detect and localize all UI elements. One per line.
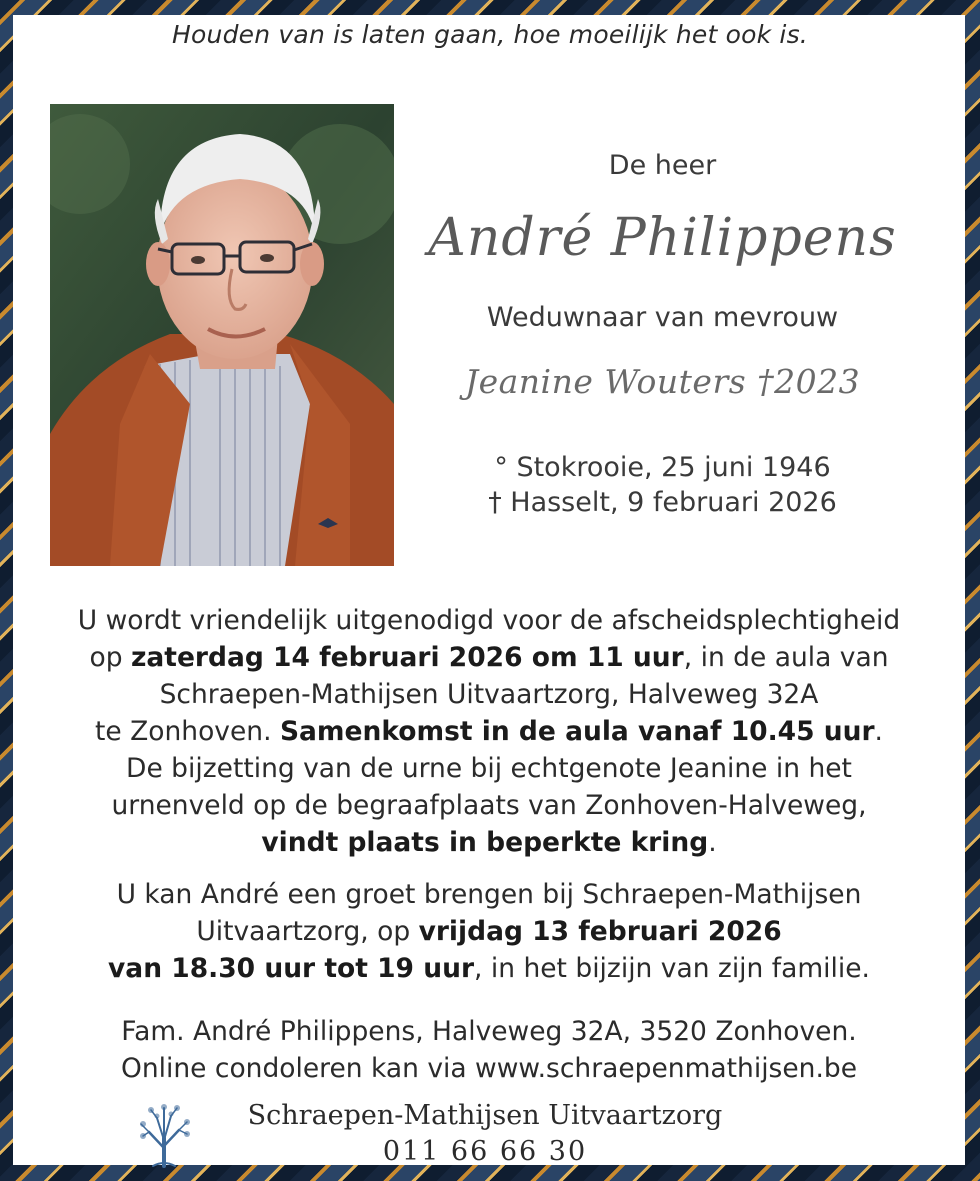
ceremony-line: De bijzetting van de urne bij echtgenote Jeanine in het — [126, 753, 852, 784]
visitation-line — [13, 913, 965, 950]
funeral-home-phone: 011 66 66 30 — [382, 1136, 588, 1167]
honorific: De heer — [608, 150, 717, 181]
gathering-time: Samenkomst in de aula vanaf 10.45 uur — [279, 716, 875, 747]
ceremony-line — [13, 713, 965, 750]
text-run: . — [708, 827, 717, 858]
spouse-name: Jeanine Wouters †2023 — [464, 362, 861, 401]
text-run: te Zonhoven. — [95, 716, 280, 747]
text-run: Uitvaartzorg, op — [196, 916, 419, 947]
family-address: Fam. André Philippens, Halveweg 32A, 3520 Zonhoven. — [121, 1016, 857, 1047]
text-run: , in de aula van — [683, 642, 889, 673]
text-run: . — [874, 716, 883, 747]
online-condolence: Online condoleren kan via www.schraepenmathijsen.be — [120, 1053, 858, 1084]
deceased-name: André Philippens — [428, 208, 897, 268]
portrait-photo — [50, 104, 394, 566]
funeral-home-name: Schraepen-Mathijsen Uitvaartzorg — [247, 1100, 723, 1131]
life-dates — [410, 450, 915, 520]
death-date: † Hasselt, 9 februari 2026 — [488, 487, 837, 518]
text-run: , in het bijzijn van zijn familie. — [474, 953, 870, 984]
visitation-paragraph — [13, 876, 965, 987]
relation-text: Weduwnaar van mevrouw — [486, 302, 839, 333]
contact-paragraph — [13, 1013, 965, 1087]
ceremony-line: U wordt vriendelijk uitgenodigd voor de afscheidsplechtigheid — [77, 605, 901, 636]
tree-icon — [135, 1102, 193, 1168]
visitation-line — [13, 950, 965, 987]
visitation-time: van 18.30 uur tot 19 uur — [108, 953, 475, 984]
visitation-line: U kan André een groet brengen bij Schraepen-Mathijsen — [116, 879, 862, 910]
private-note: vindt plaats in beperkte kring — [261, 827, 709, 858]
text-run: op — [89, 642, 131, 673]
ceremony-line — [13, 824, 965, 861]
ceremony-line: Schraepen-Mathijsen Uitvaartzorg, Halveweg 32A — [159, 679, 819, 710]
ceremony-date: zaterdag 14 februari 2026 om 11 uur — [130, 642, 684, 673]
birth-date: ° Stokrooie, 25 juni 1946 — [494, 452, 831, 483]
ceremony-paragraph — [13, 602, 965, 861]
visitation-date: vrijdag 13 februari 2026 — [418, 916, 782, 947]
ceremony-line: urnenveld op de begraafplaats van Zonhoven-Halveweg, — [111, 790, 867, 821]
ceremony-line — [13, 639, 965, 676]
motto-quote: Houden van is laten gaan, hoe moeilijk het ook is. — [172, 20, 808, 49]
